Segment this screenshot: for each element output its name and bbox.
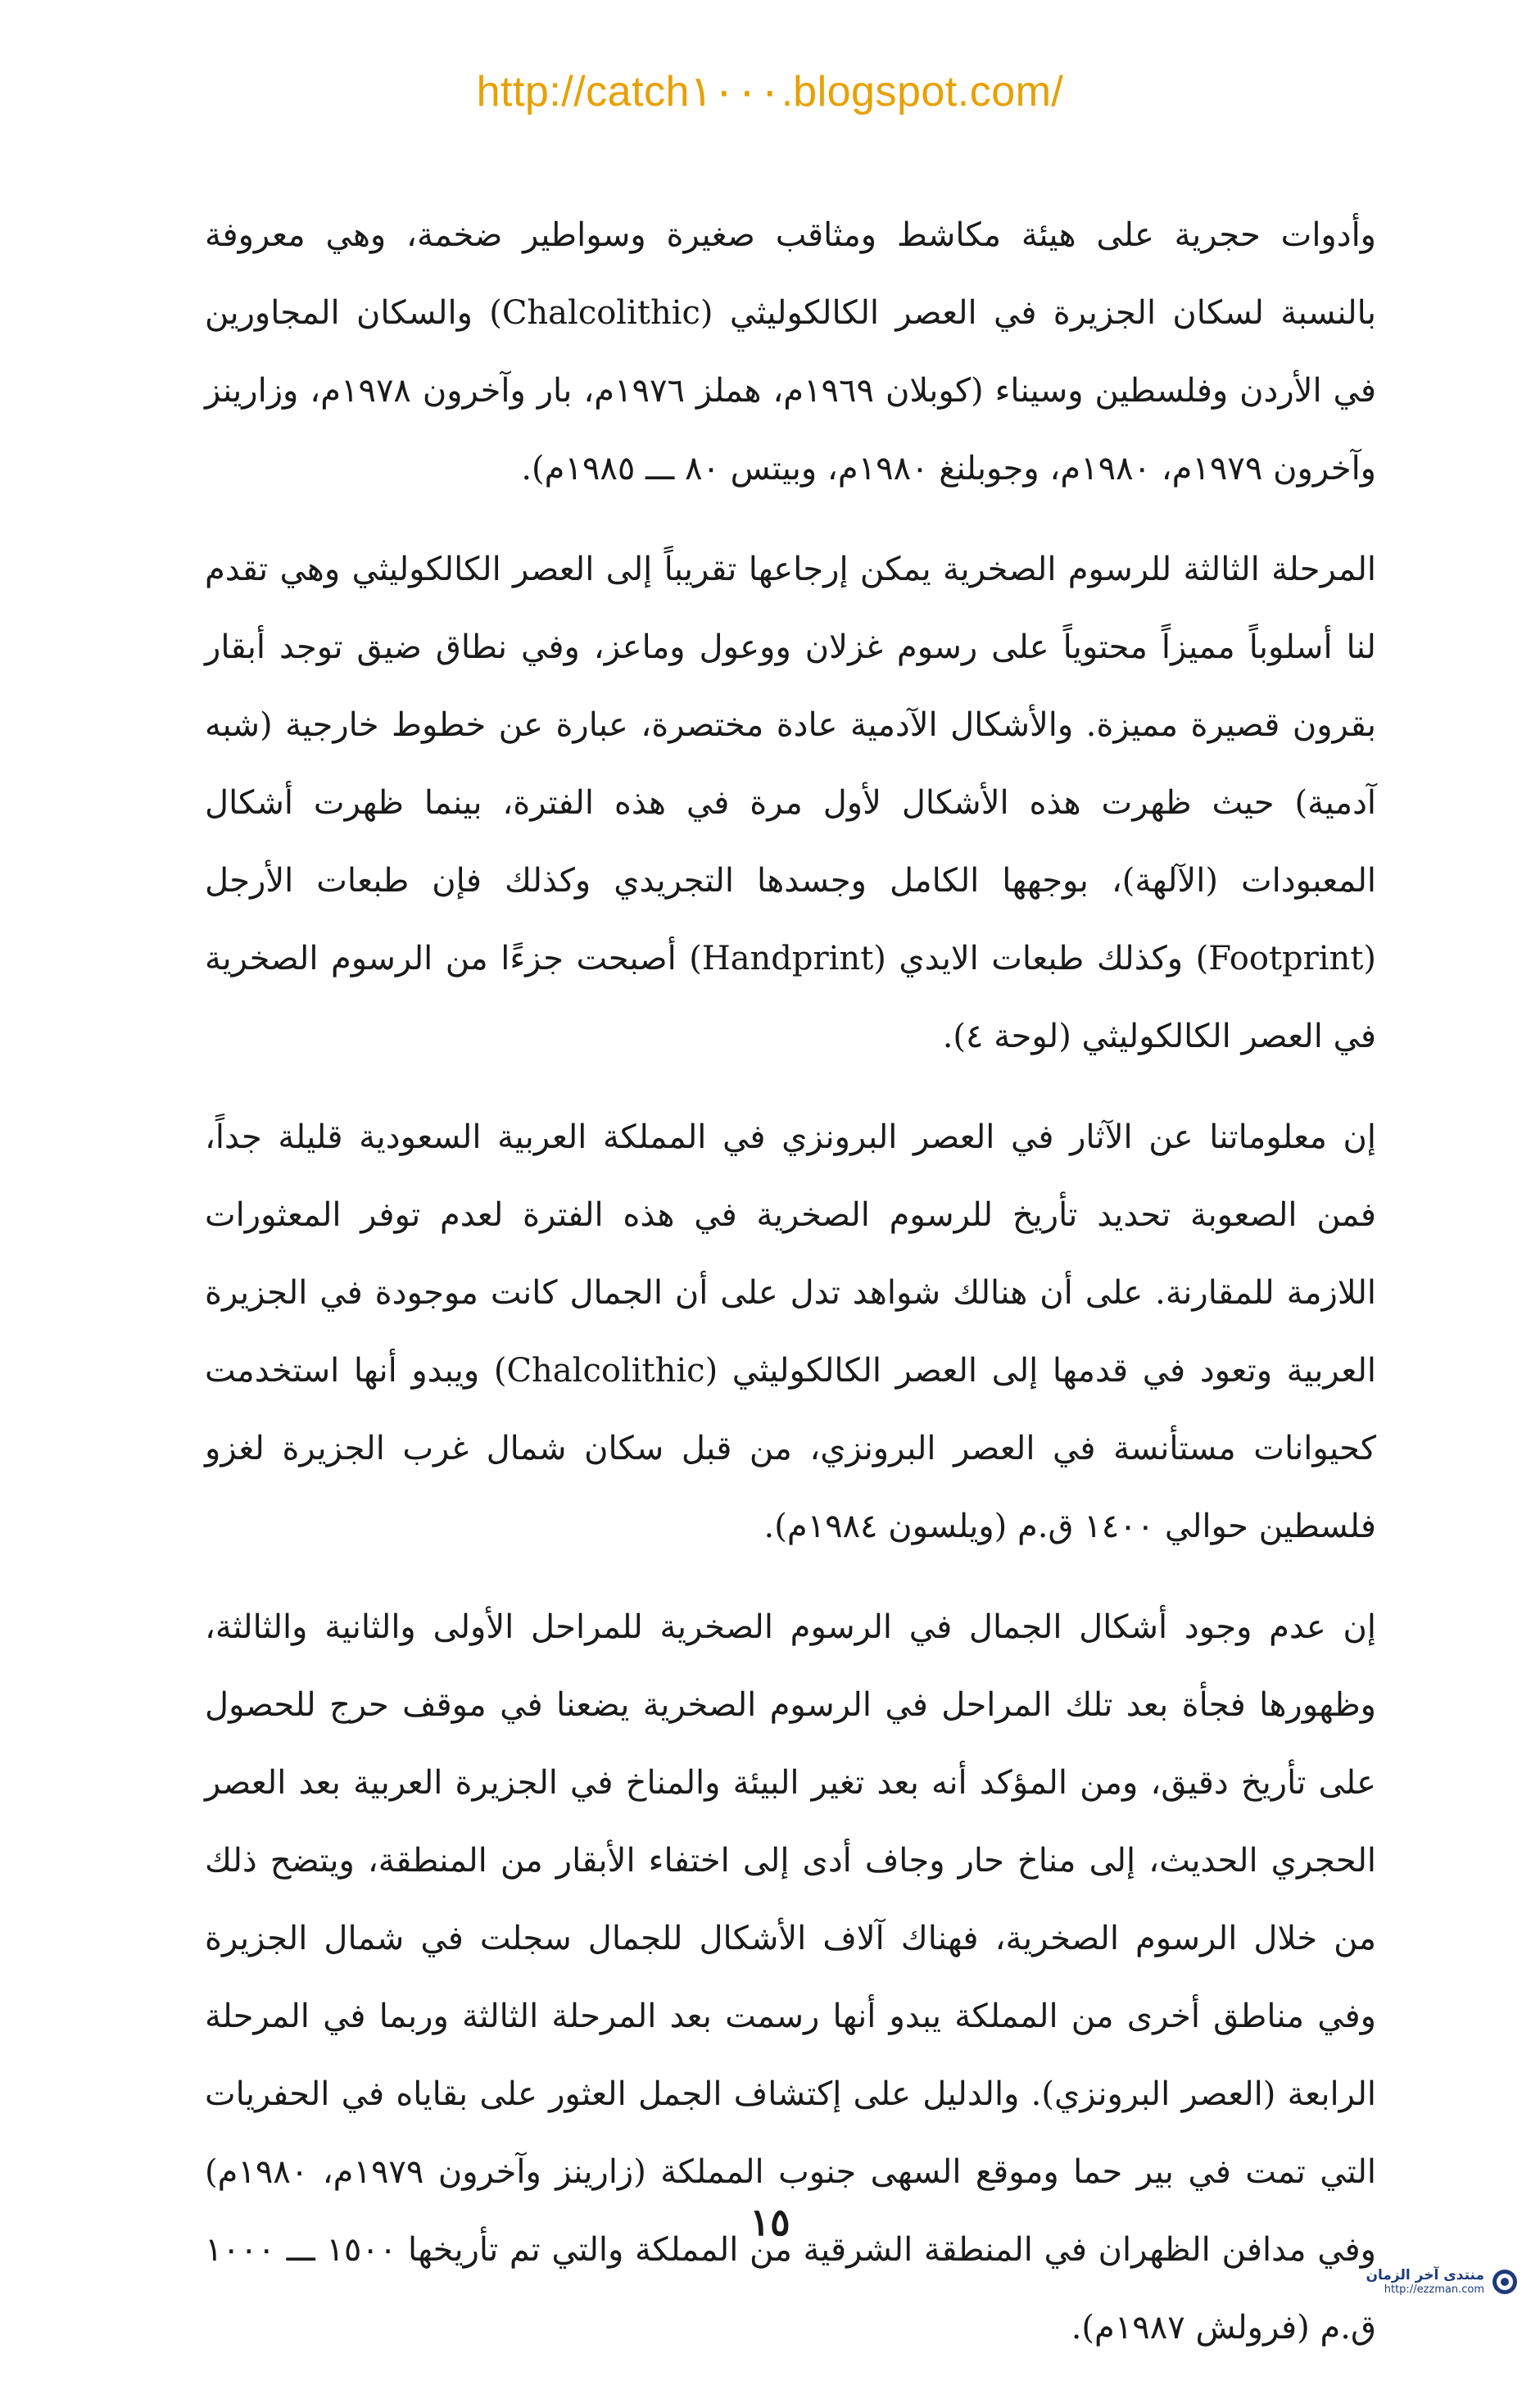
paragraph-4 [205, 1589, 1376, 2367]
watermark-logo-icon [1491, 2268, 1519, 2296]
page-body-text [205, 197, 1376, 2390]
paragraph-1 [205, 197, 1376, 508]
page-number: ١٥ [750, 2200, 790, 2244]
paragraph-text: إن عدم وجود أشكال الجمال في الرسوم الصخرية للمراحل الأولى والثانية والثالثة، وظهورها فجأة بعد تلك المراحل في الرسوم الصخرية يضعنا في موقف حرج للحصول على تأريخ دقيق، ومن المؤكد أنه بعد تغير البيئة والمناخ في الجزيرة العربية بعد العصر الحجري الحديث، إلى مناخ حار وجاف أدى إلى اختفاء الأبقار من المنطقة، ويتضح ذلك من خلال الرسوم الصخرية، فهناك آلاف الأشكال للجمال سجلت في شمال الجزيرة وفي مناطق أخرى من المملكة يبدو أنها رسمت بعد المرحلة الثالثة وربما في المرحلة الرابعة (العصر البرونزي). والدليل على إكتشاف الجمل العثور على بقاياه في الحفريات التي تمت في بير حما وموقع السهى جنوب المملكة (زارينز وآخرون ١٩٧٩م، ١٩٨٠م) وفي مدافن الظهران في المنطقة الشرقية من المملكة والتي تم تأريخها ١٥٠٠ ـــ ١٠٠٠ ق.م (فرولش ١٩٨٧م). [205, 1608, 1377, 2347]
paragraph-text: إن معلوماتنا عن الآثار في العصر البرونزي في المملكة العربية السعودية قليلة جداً، فمن الصعوبة تحديد تأريخ للرسوم الصخرية في هذه الفترة لعدم توفر المعثورات اللازمة للمقارنة. على أن هنالك شواهد تدل على أن الجمال كانت موجودة في الجزيرة العربية وتعود في قدمها إلى العصر الكالكوليثي (Chalcolithic) ويبدو أنها استخدمت كحيوانات مستأنسة في العصر البرونزي، من قبل سكان شمال غرب الجزيرة لغزو فلسطين حوالي ١٤٠٠ ق.م (ويلسون ١٩٨٤م). [205, 1118, 1376, 1545]
watermark-url: http://ezzman.com [1384, 2283, 1484, 2297]
paragraph-text: وأدوات حجرية على هيئة مكاشط ومثاقب صغيرة وسواطير ضخمة، وهي معروفة بالنسبة لسكان الجزيرة في العصر الكالكوليثي (Chalcolithic) والسكان المجاورين في الأردن وفلسطين وسيناء (كوبلان ١٩٦٩م، هملز ١٩٧٦م، بار وآخرون ١٩٧٨م، وزارينز وآخرون ١٩٧٩م، ١٩٨٠م، وجوبلنغ ١٩٨٠م، وبيتس ٨٠ ـــ ١٩٨٥م). [205, 216, 1377, 488]
paragraph-3 [205, 1099, 1376, 1566]
forum-watermark [1366, 2267, 1520, 2297]
paragraph-2 [205, 531, 1376, 1076]
source-url-header[interactable]: http://catch١٠٠٠.blogspot.com/ [476, 68, 1064, 116]
watermark-text-block [1366, 2267, 1485, 2297]
watermark-name: منتدى آخر الزمان [1366, 2267, 1484, 2284]
paragraph-text: المرحلة الثالثة للرسوم الصخرية يمكن إرجاعها تقريباً إلى العصر الكالكوليثي وهي تقدم لنا أسلوباً مميزاً محتوياً على رسوم غزلان ووعول وماعز، وفي نطاق ضيق توجد أبقار بقرون قصيرة مميزة. والأشكال الآدمية عادة مختصرة، عبارة عن خطوط خارجية (شبه آدمية) حيث ظهرت هذه الأشكال لأول مرة في هذه الفترة، بينما ظهرت أشكال المعبودات (الآلهة)، بوجهها الكامل وجسدها التجريدي وكذلك فإن طبعات الأرجل (Footprint) وكذلك طبعات الايدي (Handprint) أصبحت جزءًا من الرسوم الصخرية في العصر الكالكوليثي (لوحة ٤). [205, 551, 1376, 1055]
